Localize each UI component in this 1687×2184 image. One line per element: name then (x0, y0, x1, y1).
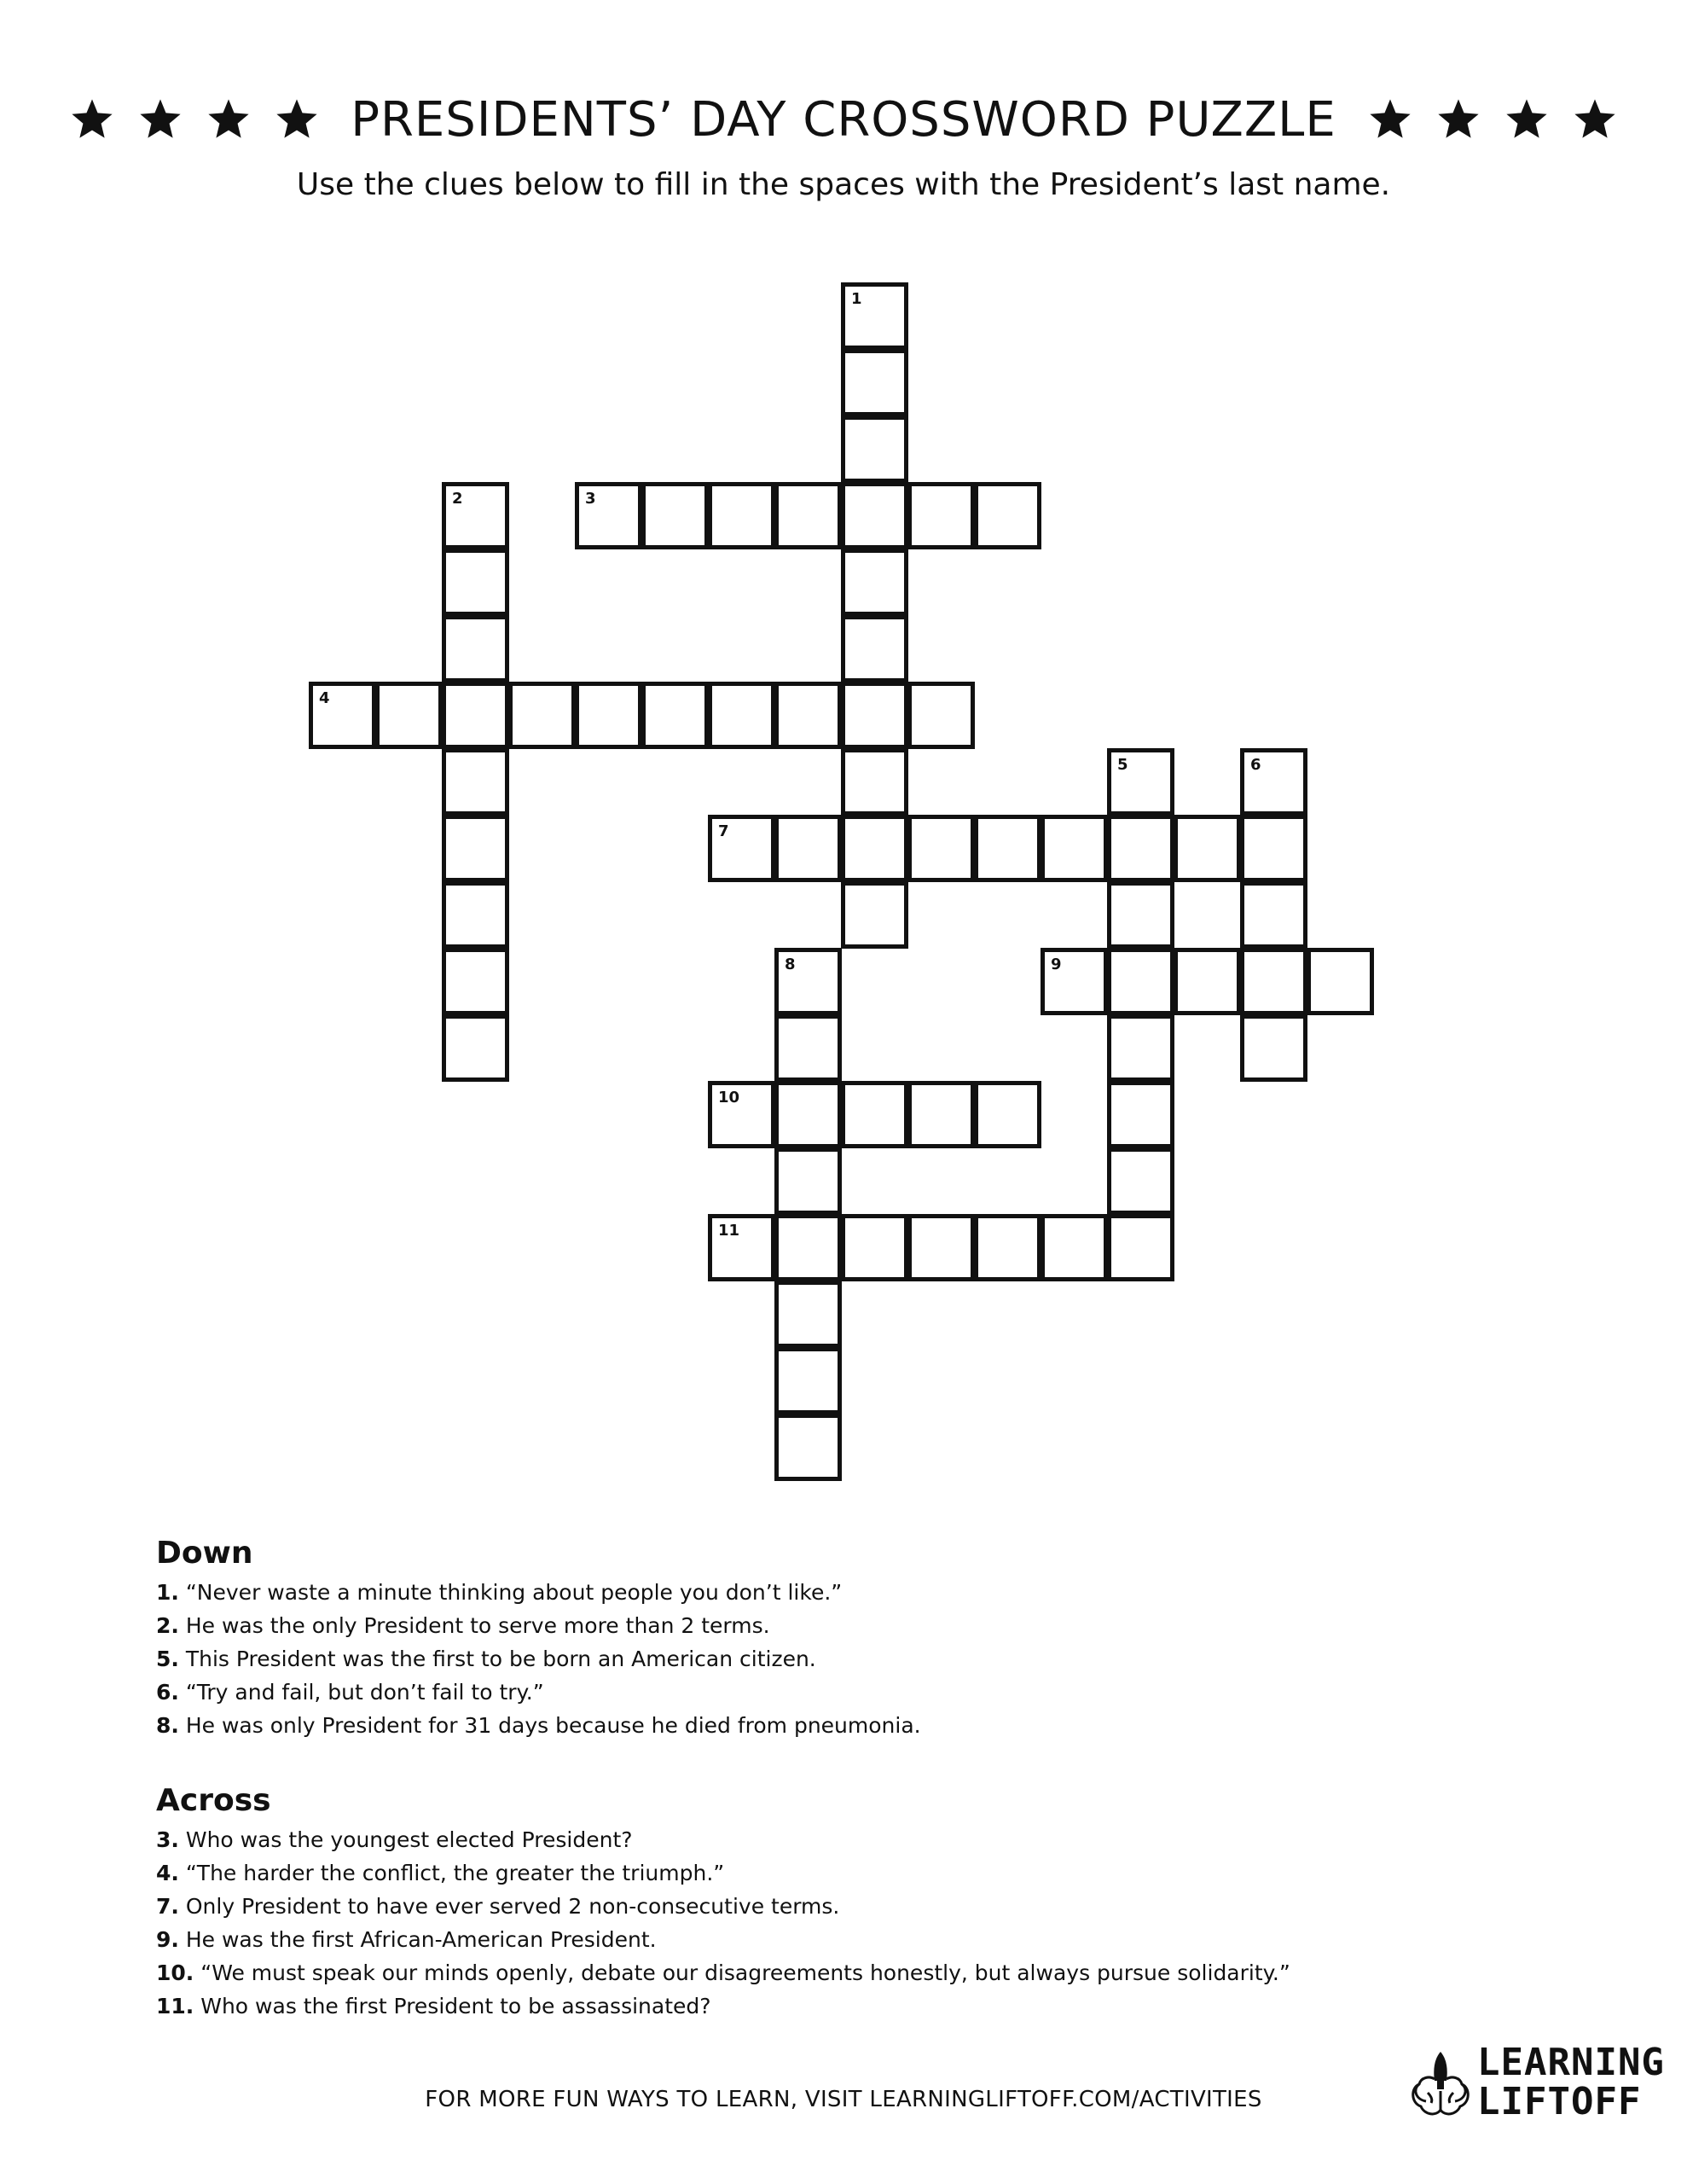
crossword-cell[interactable] (442, 482, 509, 549)
clue-text: He was the only President to serve more than 2 terms. (178, 1613, 770, 1638)
clue-item (156, 1676, 1521, 1709)
clue-text: “Never waste a minute thinking about people you don’t like.” (178, 1580, 843, 1605)
crossword-cell[interactable] (774, 482, 842, 549)
clue-number: 3. (156, 1827, 179, 1852)
crossword-cell[interactable] (1107, 1147, 1174, 1215)
clue-text: Only President to have ever served 2 non-consecutive terms. (178, 1894, 840, 1919)
crossword-cell[interactable] (641, 482, 709, 549)
clue-text: “The harder the conflict, the greater the triumph.” (178, 1861, 725, 1885)
logo-line-1: LEARNING (1477, 2041, 1665, 2084)
crossword-cell[interactable] (841, 682, 908, 749)
learning-liftoff-logo (1407, 2041, 1665, 2129)
crossword-cell[interactable] (1107, 815, 1174, 882)
clue-number: 8. (156, 1713, 179, 1738)
crossword-cell[interactable] (442, 881, 509, 949)
clue-number: 4. (156, 1861, 179, 1885)
down-clue-list (156, 1576, 1521, 1742)
clue-number: 5. (156, 1647, 179, 1671)
crossword-cell[interactable] (442, 549, 509, 616)
clue-number: 2. (156, 1613, 179, 1638)
crossword-cell[interactable] (442, 682, 509, 749)
clue-number: 10. (156, 1960, 194, 1985)
crossword-cell[interactable] (309, 682, 376, 749)
crossword-cell[interactable] (442, 815, 509, 882)
clue-item (156, 1823, 1521, 1856)
crossword-cell[interactable] (442, 615, 509, 682)
crossword-cell[interactable] (841, 549, 908, 616)
crossword-cell[interactable] (442, 948, 509, 1015)
crossword-cell[interactable] (1240, 815, 1307, 882)
crossword-cell[interactable] (708, 482, 775, 549)
crossword-cell[interactable] (774, 1414, 842, 1481)
clue-number: 3 (585, 490, 596, 508)
crossword-cell[interactable] (841, 1081, 908, 1148)
crossword-cell[interactable] (1107, 748, 1174, 816)
instructions: Use the clues below to fill in the spaces with the President’s last name. (296, 167, 1391, 202)
crossword-cell[interactable] (575, 482, 642, 549)
down-heading: Down (156, 1536, 253, 1571)
crossword-cell[interactable] (774, 1347, 842, 1414)
clue-number: 1. (156, 1580, 179, 1605)
down-clues (156, 1536, 1521, 1742)
crossword-cell[interactable] (841, 282, 908, 350)
clue-number: 11. (156, 1994, 194, 2018)
clue-number: 1 (851, 290, 862, 308)
crossword-cell[interactable] (841, 482, 908, 549)
clue-item (156, 1609, 1521, 1642)
clue-item (156, 1956, 1521, 1989)
crossword-cell[interactable] (1240, 948, 1307, 1015)
clue-text: “Try and fail, but don’t fail to try.” (178, 1680, 544, 1705)
crossword-cell[interactable] (1107, 948, 1174, 1015)
crossword-cell[interactable] (841, 748, 908, 816)
logo-line-2: LIFTOFF (1477, 2080, 1642, 2123)
crossword-cell[interactable] (1107, 1014, 1174, 1082)
footer-text: FOR MORE FUN WAYS TO LEARN, VISIT LEARNINGLIFTOFF.COM/ACTIVITIES (425, 2087, 1262, 2112)
crossword-cell[interactable] (708, 682, 775, 749)
crossword-cell[interactable] (774, 1214, 842, 1281)
clue-number: 2 (452, 490, 463, 508)
clue-item (156, 1890, 1521, 1923)
crossword-cell[interactable] (1107, 1081, 1174, 1148)
crossword-cell[interactable] (442, 748, 509, 816)
crossword-cell[interactable] (774, 1147, 842, 1215)
crossword-cell[interactable] (774, 682, 842, 749)
crossword-cell[interactable] (708, 1081, 775, 1148)
clue-text: This President was the first to be born an American citizen. (178, 1647, 816, 1671)
clue-number: 5 (1117, 756, 1128, 774)
clue-number: 7 (718, 822, 729, 840)
crossword-cell[interactable] (1174, 948, 1241, 1015)
crossword-cell[interactable] (708, 1214, 775, 1281)
crossword-cell[interactable] (774, 1014, 842, 1082)
clue-text: He was only President for 31 days because he died from pneumonia. (178, 1713, 921, 1738)
crossword-cell[interactable] (1041, 948, 1108, 1015)
clue-number: 6 (1250, 756, 1261, 774)
crossword-cell[interactable] (1307, 948, 1374, 1015)
crossword-cell[interactable] (375, 682, 443, 749)
clue-item (156, 1576, 1521, 1609)
crossword-cell[interactable] (774, 1281, 842, 1348)
page-title: PRESIDENTS’ DAY CROSSWORD PUZZLE (351, 91, 1336, 148)
clue-text: He was the first African-American President. (178, 1927, 657, 1952)
crossword-cell[interactable] (841, 349, 908, 416)
clue-number: 4 (319, 689, 330, 707)
crossword-cell[interactable] (1041, 815, 1108, 882)
crossword-cell[interactable] (1240, 881, 1307, 949)
clue-number: 6. (156, 1680, 179, 1705)
crossword-cell[interactable] (974, 1081, 1041, 1148)
clue-number: 10 (718, 1089, 740, 1107)
crossword-cell[interactable] (1041, 1214, 1108, 1281)
clue-number: 11 (718, 1222, 740, 1240)
crossword-cell[interactable] (774, 815, 842, 882)
clue-item (156, 1989, 1521, 2023)
crossword-cell[interactable] (841, 615, 908, 682)
clue-text: Who was the youngest elected President? (178, 1827, 633, 1852)
crossword-cell[interactable] (575, 682, 642, 749)
clue-item (156, 1709, 1521, 1742)
crossword-cell[interactable] (841, 881, 908, 949)
rocket-brain-icon (1407, 2050, 1474, 2123)
crossword-cell[interactable] (1107, 881, 1174, 949)
crossword-cell[interactable] (508, 682, 576, 749)
clue-item (156, 1642, 1521, 1676)
clue-item (156, 1923, 1521, 1956)
crossword-cell[interactable] (907, 815, 975, 882)
crossword-cell[interactable] (1107, 1214, 1174, 1281)
clue-text: Who was the first President to be assassinated? (194, 1994, 711, 2018)
crossword-cell[interactable] (907, 682, 975, 749)
crossword-cell[interactable] (907, 1214, 975, 1281)
crossword-cell[interactable] (442, 1014, 509, 1082)
crossword-cell[interactable] (907, 1081, 975, 1148)
clue-number: 8 (785, 956, 796, 973)
crossword-cell[interactable] (1240, 1014, 1307, 1082)
across-clue-list (156, 1823, 1521, 2023)
crossword-cell[interactable] (841, 815, 908, 882)
crossword-cell[interactable] (708, 815, 775, 882)
clue-item (156, 1856, 1521, 1890)
clue-number: 7. (156, 1894, 179, 1919)
crossword-cell[interactable] (1174, 815, 1241, 882)
crossword-cell[interactable] (974, 1214, 1041, 1281)
crossword-cell[interactable] (1240, 748, 1307, 816)
crossword-cell[interactable] (841, 1214, 908, 1281)
clue-number: 9 (1051, 956, 1062, 973)
crossword-cell[interactable] (907, 482, 975, 549)
crossword-cell[interactable] (774, 1081, 842, 1148)
crossword-cell[interactable] (974, 815, 1041, 882)
crossword-cell[interactable] (641, 682, 709, 749)
clue-text: “We must speak our minds openly, debate our disagreements honestly, but always pursue solidarity.” (194, 1960, 1290, 1985)
crossword-cell[interactable] (774, 948, 842, 1015)
clue-number: 9. (156, 1927, 179, 1952)
crossword-cell[interactable] (974, 482, 1041, 549)
across-heading: Across (156, 1783, 271, 1818)
across-clues (156, 1783, 1521, 2023)
crossword-cell[interactable] (841, 415, 908, 483)
